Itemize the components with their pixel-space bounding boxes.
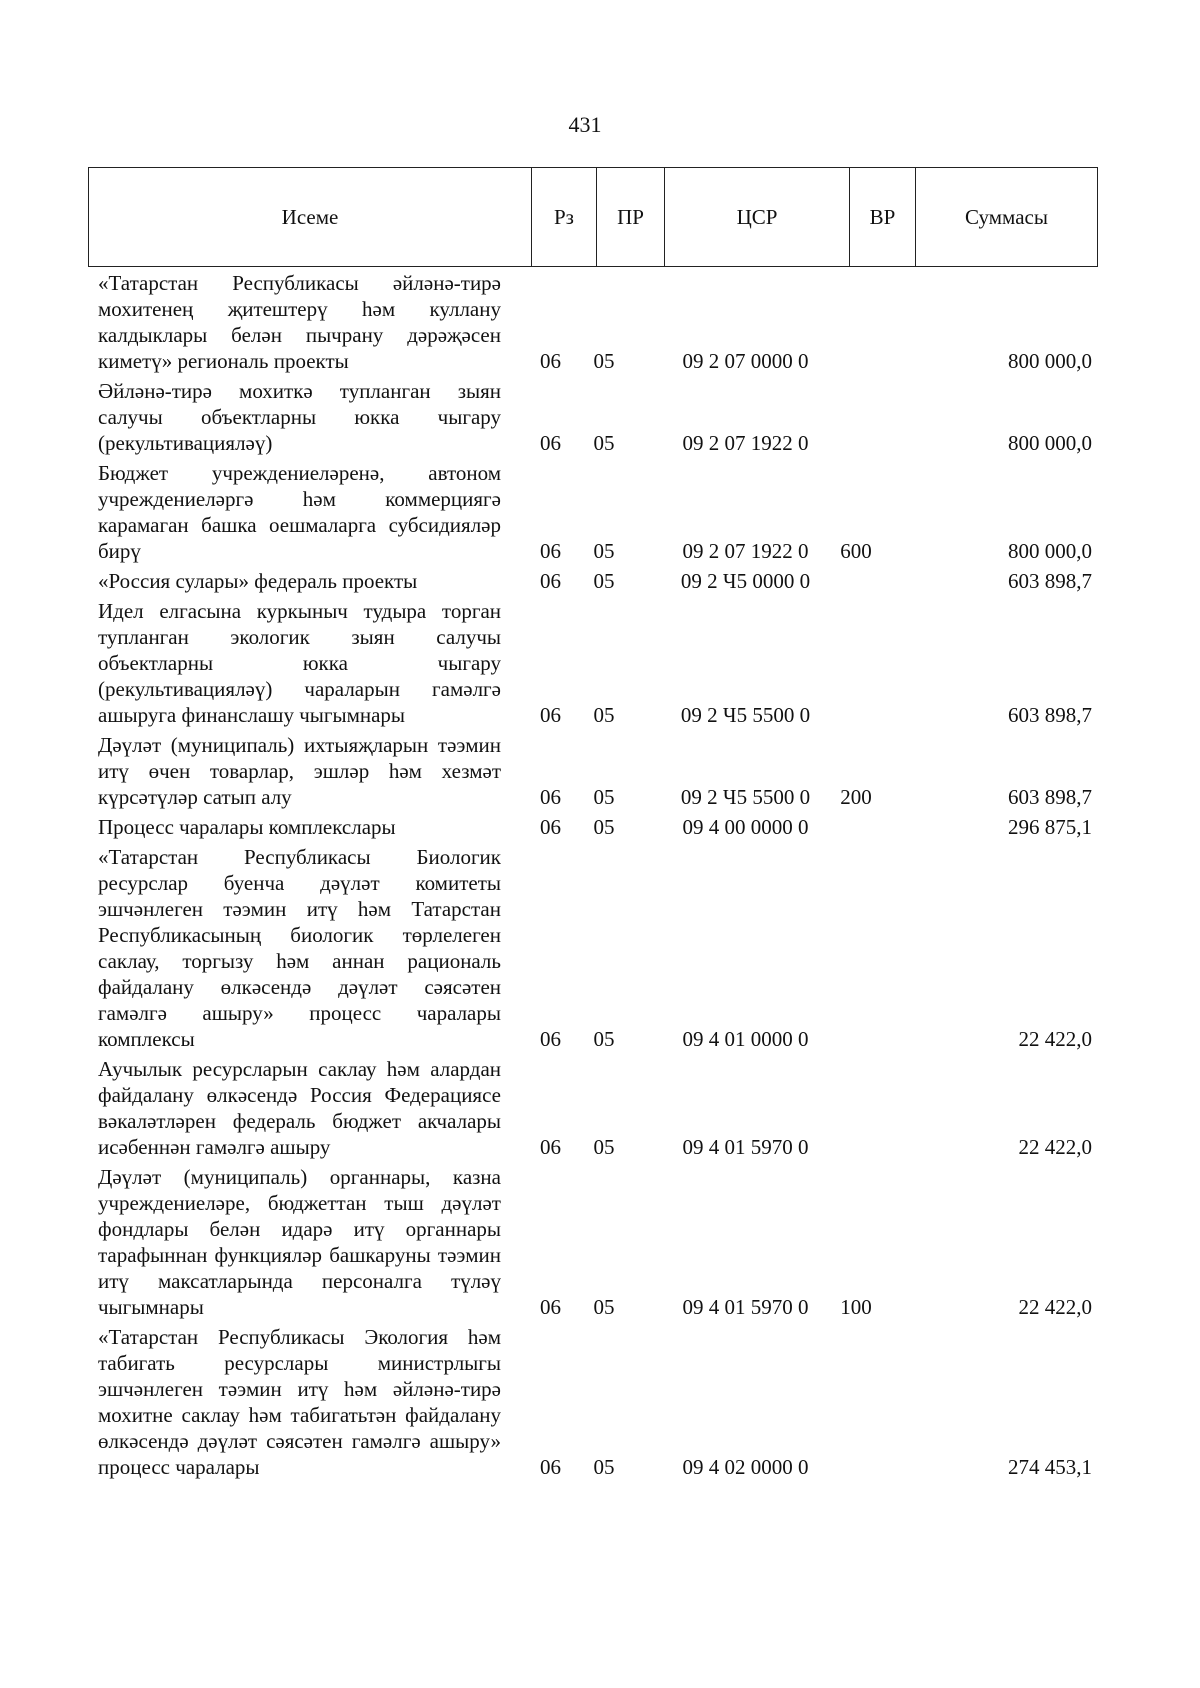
row-rz: 06 [540, 1455, 561, 1479]
row-name: «Татарстан Республикасы Экология һәм табигать ресурслары министрлыгы эшчәнлеген тәэмин итү һәм әйләнә-тирә мохитне саклау һәм табигатьтән файдалану өлкәсендә дәүләт сәясәтен гамәлгә ашыру» процесс чаралары [98, 1325, 501, 1479]
row-pr: 05 [593, 1027, 615, 1051]
row-csr: 09 4 01 5970 0 [682, 1135, 809, 1159]
row-sum: 296 875,1 [1008, 815, 1092, 839]
row-rz: 06 [540, 1135, 561, 1159]
header-csr: ЦСР [664, 168, 849, 266]
table-row [98, 732, 1098, 810]
row-rz: 06 [540, 569, 561, 593]
table-row [98, 1324, 1098, 1480]
table-row [98, 598, 1098, 728]
header-rz: Рз [531, 168, 596, 266]
row-pr: 05 [593, 569, 615, 593]
row-sum: 22 422,0 [1018, 1135, 1092, 1159]
row-pr: 05 [593, 1135, 615, 1159]
row-name: Процесс чаралары комплекслары [98, 815, 396, 839]
row-sum: 603 898,7 [1008, 785, 1092, 809]
table-header [88, 167, 1098, 267]
row-rz: 06 [540, 431, 561, 455]
row-name: Әйләнә-тирә мохиткә тупланган зыян салучы объектларны юкка чыгару (рекультивацияләү) [98, 379, 501, 455]
row-vr: 200 [840, 785, 872, 809]
header-vr: ВР [849, 168, 915, 266]
row-name: Идел елгасына куркыныч тудыра торган тупланган экологик зыян салучы объектларны юкка чыгару (рекультивацияләү) чараларын гамәлгә ашыруга финанслашу чыгымнары [98, 599, 501, 727]
row-csr: 09 4 01 5970 0 [682, 1295, 809, 1319]
row-sum: 22 422,0 [1018, 1027, 1092, 1051]
row-pr: 05 [593, 431, 615, 455]
row-sum: 800 000,0 [1008, 349, 1092, 373]
table-body [98, 270, 1098, 1484]
row-pr: 05 [593, 815, 615, 839]
row-pr: 05 [593, 349, 615, 373]
row-rz: 06 [540, 815, 561, 839]
row-csr: 09 4 01 0000 0 [682, 1027, 809, 1051]
row-name: Дәүләт (муниципаль) ихтыяҗларын тәэмин итү өчен товарлар, эшләр һәм хезмәт күрсәтүләр сатып алу [98, 733, 501, 809]
row-name: Бюджет учреждениеләренә, автоном учреждениеләргә һәм коммерциягә карамаган башка оешмаларга субсидияләр бирү [98, 461, 501, 563]
row-csr: 09 2 Ч5 5500 0 [680, 703, 811, 727]
row-csr: 09 2 07 0000 0 [682, 349, 809, 373]
row-csr: 09 4 00 0000 0 [682, 815, 809, 839]
table-row [98, 460, 1098, 564]
row-csr: 09 2 Ч5 5500 0 [680, 785, 811, 809]
row-csr: 09 2 Ч5 0000 0 [680, 569, 811, 593]
row-csr: 09 2 07 1922 0 [682, 431, 809, 455]
row-name: Аучылык ресурсларын саклау һәм алардан файдалану өлкәсендә Россия Федерациясе вәкаләтләрен федераль бюджет акчалары исәбеннән гамәлгә ашыру [98, 1057, 501, 1159]
row-rz: 06 [540, 1027, 561, 1051]
page-number: 431 [568, 112, 602, 137]
row-sum: 800 000,0 [1008, 539, 1092, 563]
row-pr: 05 [593, 785, 615, 809]
row-name: «Россия сулары» федераль проекты [98, 569, 418, 593]
row-pr: 05 [593, 1295, 615, 1319]
row-rz: 06 [540, 785, 561, 809]
row-sum: 800 000,0 [1008, 431, 1092, 455]
row-name: Дәүләт (муниципаль) органнары, казна учреждениеләре, бюджеттан тыш дәүләт фондлары белән идарә итү органнары тарафыннан функцияләр башкаруны тәэмин итү максатларында персоналга түләү чыгымнары [98, 1165, 501, 1319]
row-sum: 274 453,1 [1008, 1455, 1092, 1479]
table-row [98, 1164, 1098, 1320]
row-rz: 06 [540, 703, 561, 727]
row-rz: 06 [540, 349, 561, 373]
row-sum: 603 898,7 [1008, 569, 1092, 593]
row-csr: 09 2 07 1922 0 [682, 539, 809, 563]
row-csr: 09 4 02 0000 0 [682, 1455, 809, 1479]
row-name: «Татарстан Республикасы әйләнә-тирә мохитенең җитештерү һәм куллану калдыклары белән пычрану дәрәҗәсен киметү» региональ проекты [98, 271, 501, 373]
table-row [98, 270, 1098, 374]
header-pr: ПР [596, 168, 664, 266]
table-row [98, 814, 1098, 840]
row-sum: 603 898,7 [1008, 703, 1092, 727]
table-row [98, 568, 1098, 594]
table-row [98, 378, 1098, 456]
table-row [98, 844, 1098, 1052]
row-pr: 05 [593, 1455, 615, 1479]
row-rz: 06 [540, 1295, 561, 1319]
row-vr: 600 [840, 539, 872, 563]
table-row [98, 1056, 1098, 1160]
row-vr: 100 [840, 1295, 872, 1319]
row-rz: 06 [540, 539, 561, 563]
row-pr: 05 [593, 703, 615, 727]
header-name: Исеме [281, 204, 339, 229]
header-sum: Суммасы [915, 168, 1097, 266]
row-pr: 05 [593, 539, 615, 563]
row-name: «Татарстан Республикасы Биологик ресурслар буенча дәүләт комитеты эшчәнлеген тәэмин итү һәм Татарстан Республикасының биологик төрлелеген саклау, торгызу һәм аннан рациональ файдалану өлкәсендә дәүләт сәясәтен гамәлгә ашыру» процесс чаралары комплексы [98, 845, 501, 1051]
row-sum: 22 422,0 [1018, 1295, 1092, 1319]
